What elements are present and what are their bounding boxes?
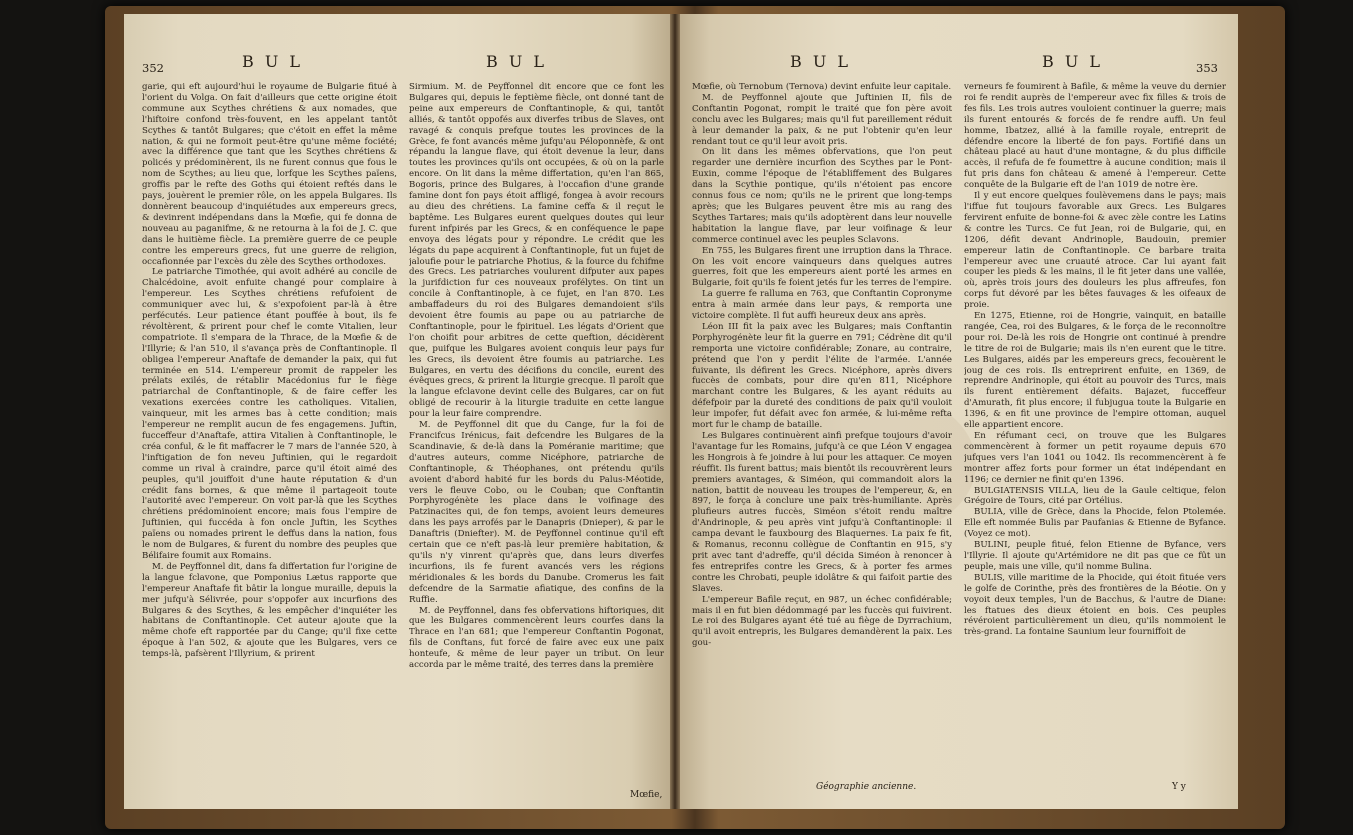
right-column-1 <box>692 82 952 787</box>
running-head-right-col1: B U L <box>790 52 852 71</box>
left-column-1 <box>142 82 397 787</box>
book-gutter <box>670 14 680 809</box>
right-page <box>676 14 1238 809</box>
paragraph: garie, qui eft aujourd'hui le royaume de Bulgarie fitué à l'orient du Volga. On fait d'ailleurs que cette origine étoit commune aux Scythes chrétiens & aux nomades, que l'hiftoire confond très-fouvent, en les appelant tantôt Scythes & tantôt Bulgares; que c'étoit en effet la même nation, & qui ne formoit peut-être qu'une même fociété; avec la différence que tant que les Scythes chrétiens & policés y prédominèrent, ils ne furent connus que fous le nom de Scythes; au lieu que, lorfque les Scythes païens, groffis par le refte des Goths qui étoient reftés dans le pays, jouèrent le premier rôle, on les appela Bulgares. Ils donnèrent beaucoup d'inquiétudes aux empereurs grecs, & devinrent indépendans dans la Mœfie, qui fe donna de nouveau au paganifme, & ne retourna à la foi de J. C. que dans le huitième fiècle. La première guerre de ce peuple contre les empereurs grecs, fut une guerre de religion, occafionnée par l'excès du zèle des Scythes orthodoxes. <box>142 82 397 267</box>
paragraph: M. de Peyffonnel, dans fes obfervations hiftoriques, dit que les Bulgares commencèrent leurs courfes dans la Thrace en l'an 681; que l'empereur Conftantin Pogonat, fils de Conftans, fut forcé de faire avec eux une paix honteufe, & même de leur payer un tribut. On leur accorda par le même traité, des terres dans la première <box>409 605 664 671</box>
footer-title: Géographie ancienne. <box>816 782 917 792</box>
paragraph: BULIS, ville maritime de la Phocide, qui étoit fituée vers le golfe de Corinthe, près des frontières de la Béotie. On y voyoit deux temples, l'un de Bacchus, & l'autre de Diane: les ftatues des dieux étoient en bois. Ces peuples révéroient particulièrement un dieu, qu'ils nommoient le très-grand. La fontaine Saunium leur fourniffoit de <box>964 572 1226 638</box>
page-number-left: 352 <box>142 61 164 75</box>
left-column-2 <box>409 82 664 787</box>
paragraph: L'empereur Bafile reçut, en 987, un échec confidérable; mais il en fut bien dédommagé par les fuccès qui fuivirent. Le roi des Bulgares ayant été tué au fiège de Dyrrachium, qu'il avoit entrepris, les Bulgares demandèrent la paix. Les gou- <box>692 594 952 649</box>
paragraph: Mœfie, où Ternobum (Ternova) devint enfuite leur capitale. <box>692 82 952 92</box>
paragraph: Sirmium. M. de Peyffonnel dit encore que ce font les Bulgares qui, depuis le feptième fiècle, ont donné tant de peine aux empereurs de Conftantinople, & qui, tantôt alliés, & tantôt oppofés aux diverfes tribus de Slaves, ont ravagé & conquis prefque toutes les provinces de la Grèce, fe font avancés même jufqu'au Péloponnèfe, & ont répandu la langue flave, qui étoit devenue la leur, dans toutes les provinces qu'ils ont occupées, & où on la parle encore. On lit dans la même differtation, qu'en l'an 865, Bogoris, prince des Bulgares, à l'occafion d'une grande famine dont fon pays étoit affligé, fongea à avoir recours au dieu des chrétiens. La famine ceffa & il reçut le baptême. Les Bulgares eurent quelques doutes qui leur furent infpirés par les Grecs, & en conféquence le pape envoya des légats pour y répondre. Le crédit que les légats du pape acquirent à Conftantinople, fut un fujet de jaloufie pour le patriarche Photius, & la fource du fchifme des Grecs. Les patriarches voulurent difputer aux papes la jurifdiction fur ces nouveaux profélytes. On tint un concile à Conftantinople, à ce fujet, en l'an 870. Les ambaffadeurs du roi des Bulgares demandoient s'ils devoient être foumis au pape ou au patriarche de Conftantinople, pour le fpirituel. Les légats d'Orient que l'on choifit pour arbitres de cette queftion, décidèrent que, puifque les Bulgares avoient conquis leur pays fur les Grecs, ils devoient être foumis au patriarche. Les Bulgares, en vertu des décifions du concile, eurent des évêques grecs, & prirent la liturgie grecque. Il paroît que la langue efclavone devint celle des Bulgares, car on fut obligé de recourir à la liturgie traduite en cette langue pour la leur faire comprendre. <box>409 82 664 420</box>
paragraph: Les Bulgares continuèrent ainfi prefque toujours d'avoir l'avantage fur les Romains, jufqu'à ce que Léon V engagea les Hongrois à fe joindre à lui pour les attaquer. Ce moyen réuffit. Ils furent battus; mais bientôt ils recouvrèrent leurs premiers avantages, & Siméon, qui commandoit alors la nation, battit de nouveau les troupes de l'empereur, &, en 897, le força à conclure une paix très-humiliante. Après plufieurs autres fuccès, Siméon s'étoit rendu maître d'Andrinople, & peu après vint jufqu'à Conftantinople: il campa devant le fauxbourg des Blaquernes. La paix fe fit, & Romanus, reconnu collègue de Conftantin en 915, s'y prit avec tant d'adreffe, qu'il décida Siméon à renoncer à fes entreprifes contre les Grecs, & à porter fes armes contre les Chrobati, peuple idolâtre & qui faifoit partie des Slaves. <box>692 431 952 594</box>
running-head-left-col2: B U L <box>486 52 548 71</box>
paragraph: verneurs fe foumirent à Bafile, & même la veuve du dernier roi fe rendit auprès de l'empereur avec fix filles & trois de fes fils. Les trois autres vouloient continuer la guerre; mais ils furent entourés & forcés de fe rendre auffi. Un feul homme, Ibatzez, allié à la famille royale, entreprit de défendre encore la liberté de fon pays. Fortifié dans un château placé au haut d'une montagne, & du plus difficile accès, il refufa de fe foumettre à aucune condition; mais il fut pris dans fon château & amené à l'empereur. Cette conquête de la Bulgarie eft de l'an 1019 de notre ère. <box>964 82 1226 191</box>
running-head-left-col1: B U L <box>242 52 304 71</box>
paragraph: BULIA, ville de Grèce, dans la Phocide, felon Ptolemée. Elle eft nommée Bulis par Paufanias & Etienne de Byfance. (Voyez ce mot). <box>964 507 1226 540</box>
running-head-right-col2: B U L <box>1042 52 1104 71</box>
right-column-2 <box>964 82 1226 787</box>
paragraph: En 755, les Bulgares firent une irruption dans la Thrace. On les voit encore vainqueurs dans quelques autres guerres, foit que les empereurs aient porté les armes en Bulgarie, foit qu'ils fe foient jetés fur les terres de l'empire. <box>692 245 952 289</box>
paragraph: M. de Peyffonnel ajoute que Juftinien II, fils de Conftantin Pogonat, rompit le traité que fon père avoit conclu avec les Bulgares; mais qu'il fut pareillement réduit à leur demander la paix, & ne put l'obtenir qu'en leur rendant tout ce qu'il leur avoit pris. <box>692 92 952 147</box>
signature-mark: Y y <box>1172 782 1186 792</box>
paragraph: Le patriarche Timothée, qui avoit adhéré au concile de Chalcédoine, avoit enfuite changé pour complaire à l'empereur. Les Scythes chrétiens refufoient de communiquer avec lui, & s'expofoient par-là à être perfécutés. Leur patience étant pouffée à bout, ils fe révoltèrent, & prirent pour chef le comte Vitalien, leur compatriote. Il s'empara de la Thrace, de la Mœfie & de l'Illyrie; & l'an 510, il s'avança près de Conftantinople. Il obligea l'empereur Anaftafe de demander la paix, qui fut terminée en 514. L'empereur promit de rappeler les prélats exilés, de rétablir Macédonius fur le fiège patriarchal de Conftantinople, & de faire ceffer les vexations exercées contre les catholiques. Vitalien, vainqueur, mit les armes bas à cette condition; mais l'empereur ne remplit aucun de fes engagemens. Juftin, fucceffeur d'Anaftafe, attira Vitalien à Conftantinople, le créa conful, & le fit maffacrer le 7 mars de l'année 520, à l'inftigation de fon neveu Juftinien, qui le regardoit comme un rival à craindre, parce qu'il étoit aimé des peuples, qu'il jouiffoit d'une haute réputation & d'un crédit fans bornes, & que même il partageoit toute l'autorité avec l'empereur. On voit par-là que les Scythes chrétiens prédominoient encore; mais fous l'empire de Juftinien, qui fuccéda à fon oncle Juftin, les Scythes païens ou nomades prirent le deffus dans la nation, fous le nom de Bulgares, & furent du nombre des peuples que Bélifaire foumit aux Romains. <box>142 267 397 561</box>
paragraph: M. de Peyffonnel dit, dans fa differtation fur l'origine de la langue fclavone, que Pomponius Lætus rapporte que l'empereur Anaftafe fit bâtir la longue muraille, depuis la mer jufqu'à Sélivrée, pour s'oppofer aux incurfions des Bulgares & des Scythes, & les empêcher d'inquiéter les habitans de Conftantinople. Cet auteur ajoute que la même chofe eft rapportée par du Cange; qu'il fixe cette époque à l'an 502, & ajoute que les Bulgares, vers ce temps-là, pafsèrent l'Illyrium, & prirent <box>142 561 397 660</box>
paragraph: En 1275, Etienne, roi de Hongrie, vainquit, en bataille rangée, Cea, roi des Bulgares, & le força de le reconnoître pour roi. De-là les rois de Hongrie ont continué à prendre le titre de roi de Bulgarie; mais ils n'en eurent que le titre. Les Bulgares, aidés par les empereurs grecs, fecouèrent le joug de ces rois. Ils entreprirent enfuite, en 1369, de reprendre Andrinople, qui étoit au pouvoir des Turcs, mais ils furent entièrement défaits. Bajazet, fucceffeur d'Amurath, fit plus encore; il fubjugua toute la Bulgarie en 1396, & en fit une province de l'empire ottoman, auquel elle appartient encore. <box>964 311 1226 431</box>
paragraph: M. de Peyffonnel dit que du Cange, fur la foi de Francifcus Irénicus, fait defcendre les Bulgares de la Scandinavie, & de-là dans la Poméranie maritime; que d'autres auteurs, comme Nicéphore, patriarche de Conftantinople, & Théophanes, ont prétendu qu'ils avoient d'abord habité fur les bords du Palus-Méotide, vers le fleuve Cobo, ou le Couban; que Conftantin Porphyrogénète les place dans le voifinage des Patzinacites qui, de fon temps, avoient leurs demeures dans les pays arrofés par le Danapris (Dnieper), & par le Danaftris (Dniefter). M. de Peyffonnel continue qu'il eft certain que ce n'eft pas-là leur première habitation, & qu'ils n'y vinrent qu'après que, dans leurs diverfes incurfions, ils fe furent avancés vers les régions méridionales & les bords du Danube. Cromerus les fait defcendre de la Sarmatie afiatique, des confins de la Ruffie. <box>409 420 664 605</box>
paragraph: BULINI, peuple fitué, felon Etienne de Byfance, vers l'Illyrie. Il ajoute qu'Artémidore ne dit pas que ce fût un peuple, mais une ville, qu'il nomme Bulina. <box>964 540 1226 572</box>
catchword: Mœfie, <box>630 790 663 800</box>
paragraph: BULGIATENSIS VILLA, lieu de la Gaule celtique, felon Grégoire de Tours, cité par Ortélius. <box>964 485 1226 507</box>
paragraph: Il y eut encore quelques foulèvemens dans le pays; mais l'iffue fut toujours favorable aux Grecs. Les Bulgares fervirent enfuite de bonne-foi & avec zèle contre les Latins & contre les Turcs. Ce fut Jean, roi de Bulgarie, qui, en 1206, défit devant Andrinople, Baudouin, premier empereur latin de Conftantinople. Ce barbare traita l'empereur avec une cruauté atroce. Car lui ayant fait couper les pieds & les mains, il le fit jeter dans une vallée, où, après trois jours des douleurs les plus affreufes, fon corps fut dévoré par les bêtes fauvages & les oifeaux de proie. <box>964 191 1226 311</box>
paragraph: La guerre fe ralluma en 763, que Conftantin Copronyme entra à main armée dans leur pays, & remporta une victoire complète. Il fut auffi heureux deux ans après. <box>692 289 952 322</box>
left-page <box>124 14 674 809</box>
page-number-right: 353 <box>1196 61 1218 75</box>
paragraph: Léon III fit la paix avec les Bulgares; mais Conftantin Porphyrogénète leur fit la guerre en 791; Cédrène dit qu'il remporta une victoire confidérable; Zonare, au contraire, prétend que l'on y perdit l'élite de l'armée. L'année fuivante, ils défirent les Grecs. Nicéphore, après divers fuccès de combats, pour dire qu'en 811, Nicéphore marchant contre les Bulgares, & les ayant réduits au défefpoir par la dureté des conditions de paix qu'il vouloit leur impofer, fut défait avec fon armée, & lui-même refta mort fur le champ de bataille. <box>692 321 952 431</box>
paragraph: On lit dans les mêmes obfervations, que l'on peut regarder une dernière incurfion des Scythes par le Pont-Euxin, comme l'époque de l'établiffement des Bulgares dans la Scythie pontique, qu'ils n'étoient pas encore connus fous ce nom; qu'ils ne le prirent que long-temps après; que les Bulgares peuvent être mis au rang des Scythes Tartares; mais qu'ils adoptèrent dans leur nouvelle habitation la langue flave, par leur voifinage & leur commerce continuel avec les peuples Sclavons. <box>692 147 952 245</box>
paragraph: En réfumant ceci, on trouve que les Bulgares commencèrent à former un petit royaume depuis 670 jufques vers l'an 1041 ou 1042. Ils recommencèrent à fe montrer affez forts pour former un état indépendant en 1196; ce dernier ne finit qu'en 1396. <box>964 431 1226 485</box>
